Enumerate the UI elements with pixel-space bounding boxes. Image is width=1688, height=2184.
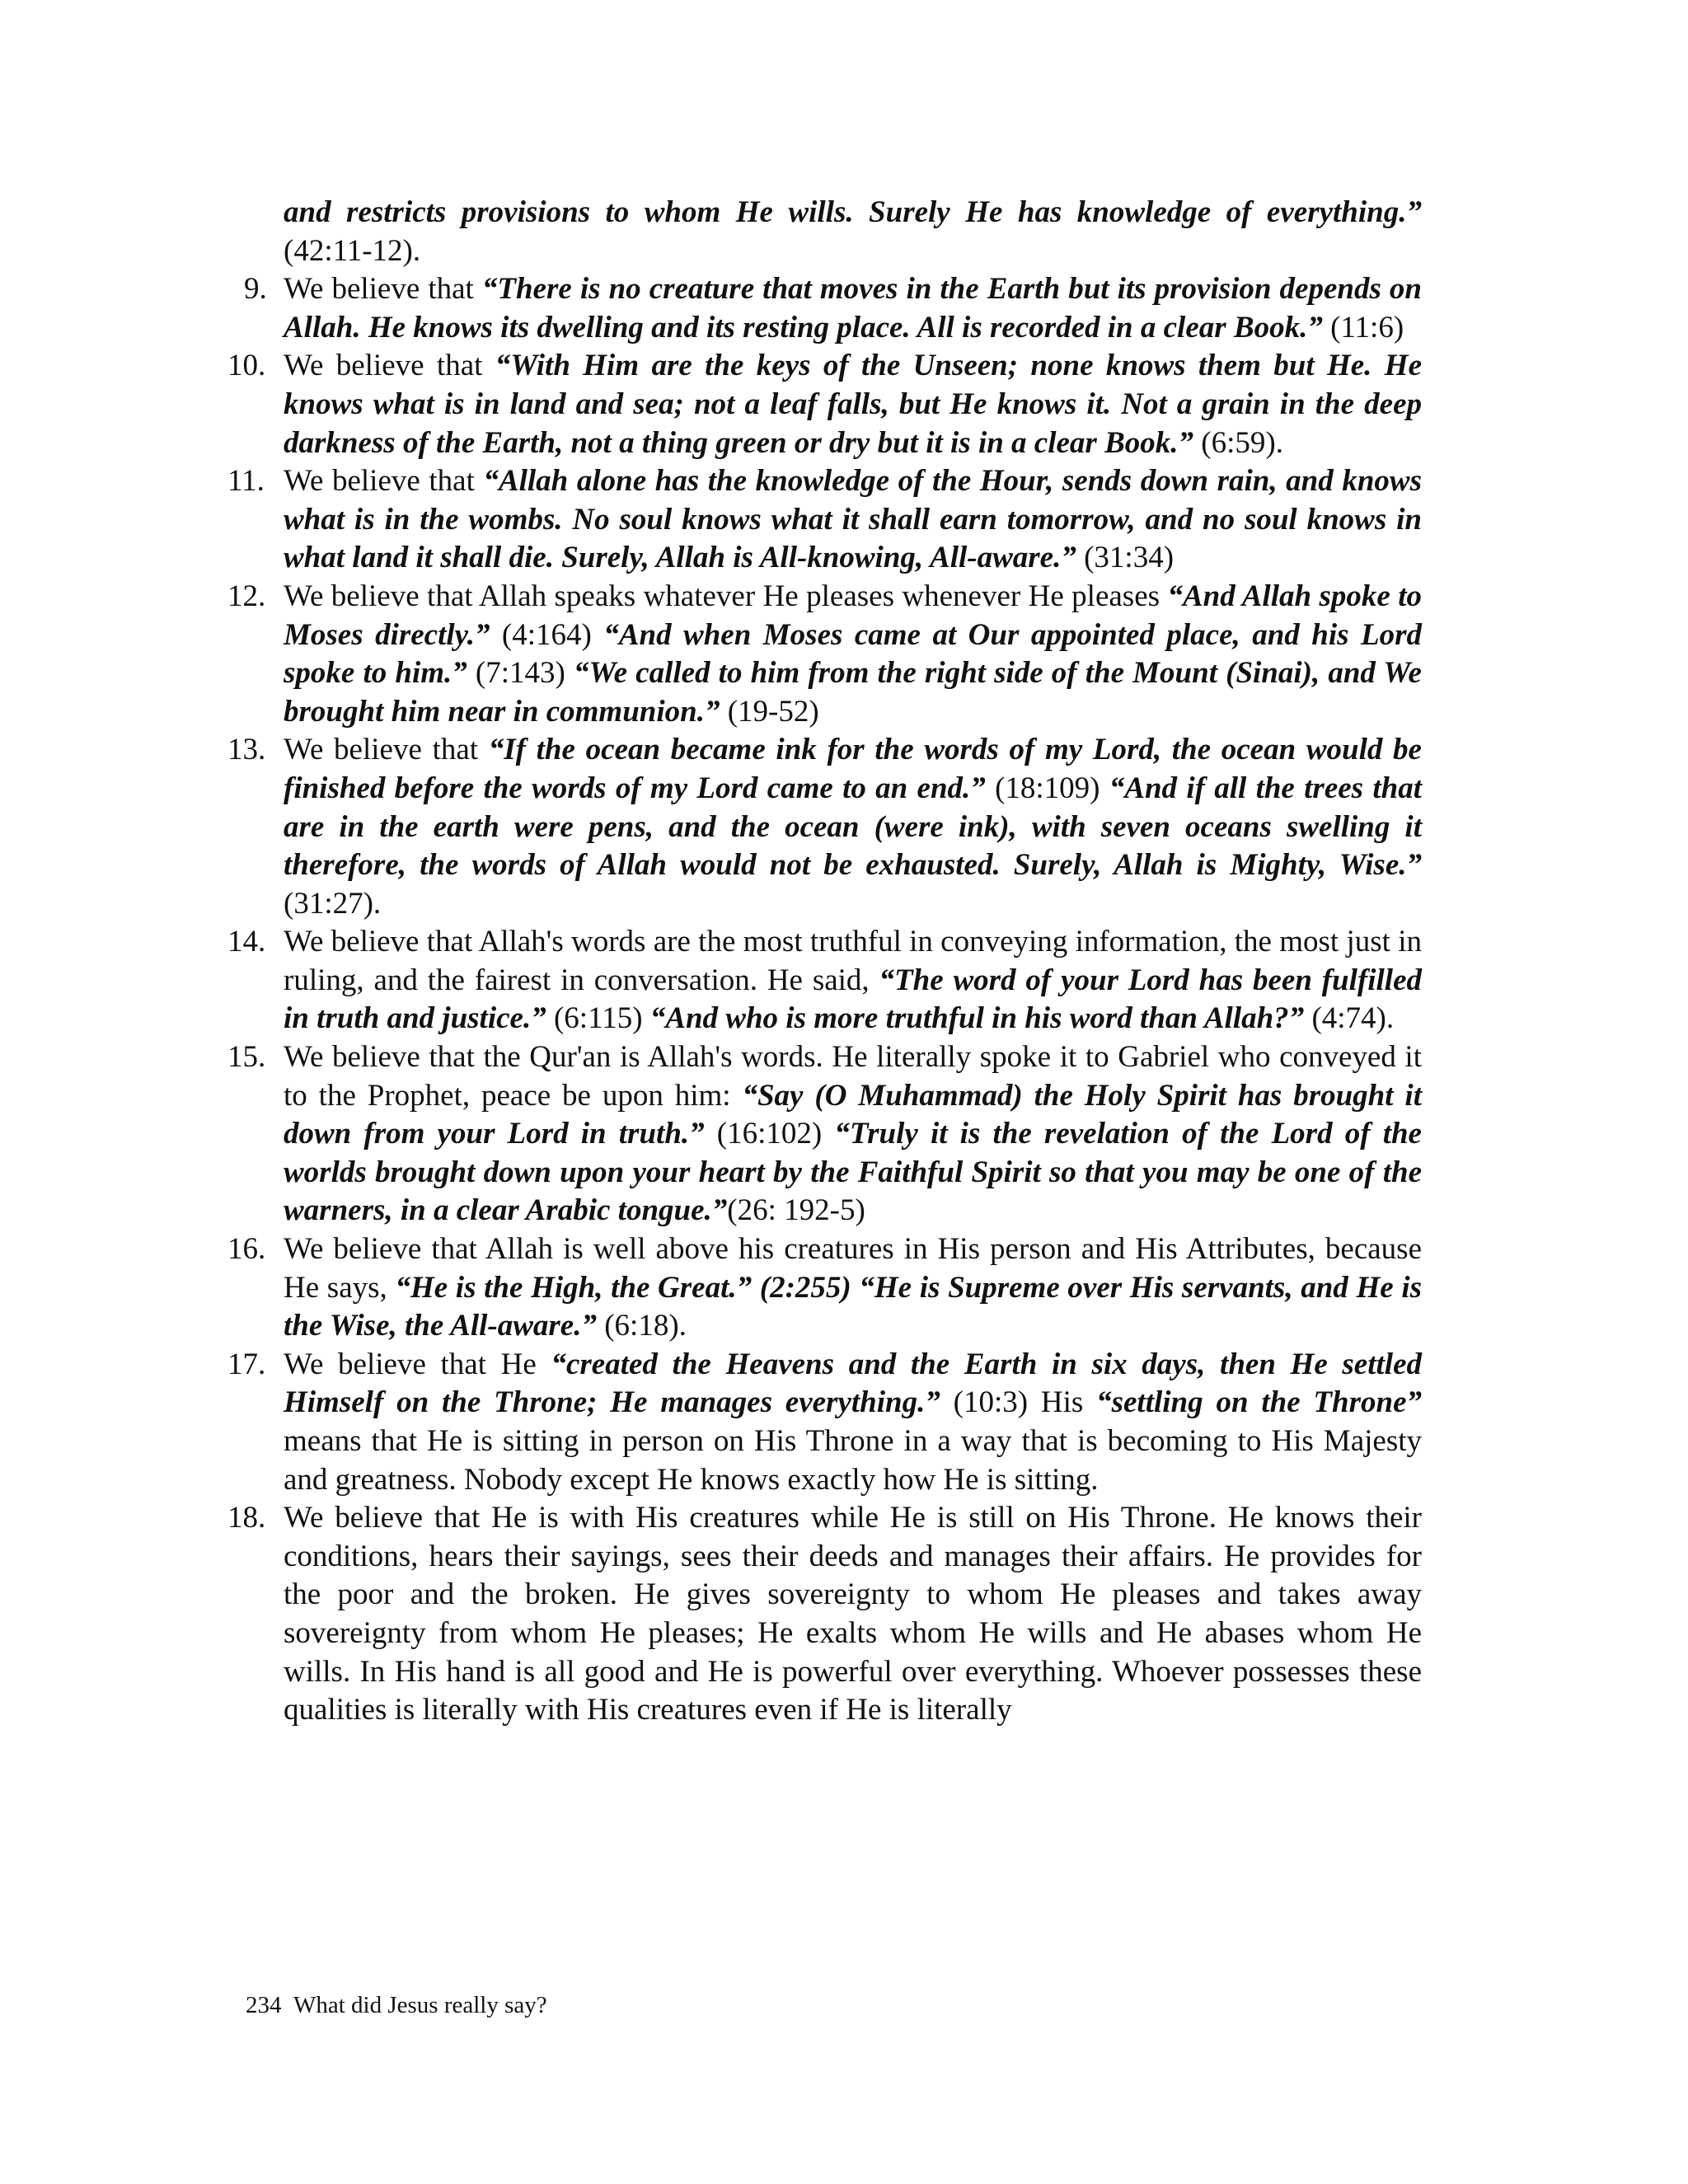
body-text-run: (7:143) bbox=[467, 656, 574, 691]
body-text-run: (31:27). bbox=[284, 886, 382, 921]
list-item-number: 13. bbox=[227, 733, 266, 767]
list-item-number: 9. bbox=[244, 272, 267, 307]
list-item bbox=[227, 462, 1422, 578]
body-text-run: (6:115) bbox=[546, 1001, 650, 1036]
body-text-run: We believe that He bbox=[284, 1347, 551, 1381]
quote-text: “There is no creature that moves in the Earth but its provision depends on Allah. He knows its dwelling and its resting place. All is recorded in a clear Book.” bbox=[284, 272, 1422, 344]
quote-text: “We called to him from the right side of the Mount (Sinai), and We brought him near in communion.” bbox=[284, 656, 1422, 729]
quote-text: “Say (O Muhammad) the Holy Spirit has brought it down from your Lord in truth.” bbox=[284, 1078, 1422, 1151]
body-text-run: We believe that bbox=[284, 464, 484, 499]
body-text-run: (19-52) bbox=[720, 694, 819, 729]
body-text-run: We believe that bbox=[284, 272, 482, 307]
numbered-list bbox=[227, 270, 1423, 1730]
list-item bbox=[227, 1230, 1422, 1346]
body-text-run: (6:59). bbox=[1193, 425, 1283, 460]
page-footer bbox=[246, 1991, 547, 2019]
list-item bbox=[227, 731, 1422, 923]
reference-text: (42:11-12). bbox=[284, 233, 421, 268]
body-text-run: We believe that Allah speaks whatever He pleases whenever He pleases bbox=[284, 579, 1168, 613]
quote-text: “created the Heavens and the Earth in six days, then He settled Himself on the Throne; He manages everything.” bbox=[284, 1347, 1422, 1420]
quote-text: “settling on the Throne” bbox=[1096, 1385, 1423, 1420]
body-text-run: We believe that the Qur'an is Allah's words. He literally spoke it to Gabriel who conveyed it to the Prophet, peace be upon him: bbox=[284, 1040, 1422, 1113]
body-text-run: We believe that bbox=[284, 733, 489, 767]
body-text-run: We believe that Allah's words are the most truthful in conveying information, the most just in ruling, and the fairest in conversation. He said, bbox=[284, 925, 1422, 997]
body-text-run: (26: 192-5) bbox=[727, 1193, 865, 1228]
list-item bbox=[227, 578, 1422, 731]
list-item-number: 16. bbox=[227, 1232, 266, 1267]
body-text-run: (18:109) bbox=[985, 771, 1109, 805]
list-item bbox=[227, 1499, 1422, 1730]
body-text-run: (4:164) bbox=[490, 617, 604, 652]
body-text-run: We believe that Allah is well above his creatures in His person and His Attributes, because He says, bbox=[284, 1232, 1422, 1305]
body-text-run: (6:18). bbox=[596, 1309, 687, 1343]
body-text-run: (10:3) His bbox=[940, 1385, 1097, 1420]
quote-text: “With Him are the keys of the Unseen; none knows them but He. He knows what is in land and sea; not a leaf falls, but He knows it. Not a grain in the deep darkness of the Earth, not a thing green or dry but it is in a clear Book.” bbox=[284, 349, 1422, 460]
list-item bbox=[227, 1038, 1422, 1230]
list-item bbox=[227, 923, 1422, 1038]
list-item-number: 14. bbox=[227, 925, 266, 959]
list-item-number: 10. bbox=[227, 349, 266, 383]
body-text-run: (16:102) bbox=[704, 1117, 835, 1151]
running-title: What did Jesus really say? bbox=[293, 1992, 547, 2018]
list-item-number: 12. bbox=[227, 579, 266, 613]
quote-text: “Allah alone has the knowledge of the Hour, sends down rain, and knows what is in the wombs. No soul knows what it shall earn tomorrow, and no soul knows in what land it shall die. Surely, Allah is All-knowing, All-aware.” bbox=[284, 464, 1422, 575]
body-text-run: We believe that bbox=[284, 349, 495, 383]
quote-text: “Truly it is the revelation of the Lord of the worlds brought down upon your heart by the Faithful Spirit so that you may be one of the warners, in a clear Arabic tongue.” bbox=[284, 1117, 1422, 1228]
quote-text: “The word of your Lord has been fulfilled in truth and justice.” bbox=[284, 963, 1422, 1036]
quote-text: “And if all the trees that are in the earth were pens, and the ocean (were ink), with seven oceans swelling it therefore, the words of Allah would not be exhausted. Surely, Allah is Mighty, Wise.” bbox=[284, 771, 1422, 883]
list-item bbox=[244, 270, 1422, 347]
page-number: 234 bbox=[246, 1992, 282, 2018]
quote-text: “He is the High, the Great.” (2:255) “He is Supreme over His servants, and He is the Wise, the All-aware.” bbox=[284, 1270, 1422, 1343]
body-text-run: (31:34) bbox=[1076, 541, 1175, 575]
list-item bbox=[227, 1346, 1423, 1499]
quote-text: “And who is more truthful in his word than Allah?” bbox=[649, 1001, 1305, 1036]
continuation-paragraph bbox=[247, 194, 1422, 270]
list-item-number: 11. bbox=[227, 464, 265, 499]
body-text-run: We believe that He is with His creatures while He is still on His Throne. He knows their conditions, hears their sayings, sees their deeds and manages their affairs. He provides for the poor and the broken. He gives sovereignty to whom He pleases and takes away sovereignty from whom He pleases; He exalts whom He wills and He abases whom He wills. In His hand is all good and He is powerful over everything. Whoever possesses these qualities is literally with His creatures even if He is literally bbox=[284, 1501, 1422, 1727]
body-text-run: means that He is sitting in person on His Throne in a way that is becoming to His Majesty and greatness. Nobody except He knows exactly how He is sitting. bbox=[284, 1424, 1422, 1497]
quote-text: “If the ocean became ink for the words of my Lord, the ocean would be finished before the words of my Lord came to an end.” bbox=[284, 733, 1422, 805]
quote-text: and restricts provisions to whom He wills. Surely He has knowledge of everything.” bbox=[284, 195, 1422, 229]
list-item bbox=[227, 347, 1422, 462]
body-text bbox=[227, 194, 1423, 1730]
body-text-run: (4:74). bbox=[1304, 1001, 1395, 1036]
quote-text: “And when Moses came at Our appointed place, and his Lord spoke to him.” bbox=[284, 617, 1422, 691]
list-item-number: 18. bbox=[227, 1501, 266, 1535]
quote-text: “And Allah spoke to Moses directly.” bbox=[284, 579, 1422, 652]
body-text-run: (11:6) bbox=[1322, 310, 1404, 344]
list-item-number: 15. bbox=[227, 1040, 266, 1075]
list-item-number: 17. bbox=[227, 1347, 266, 1381]
